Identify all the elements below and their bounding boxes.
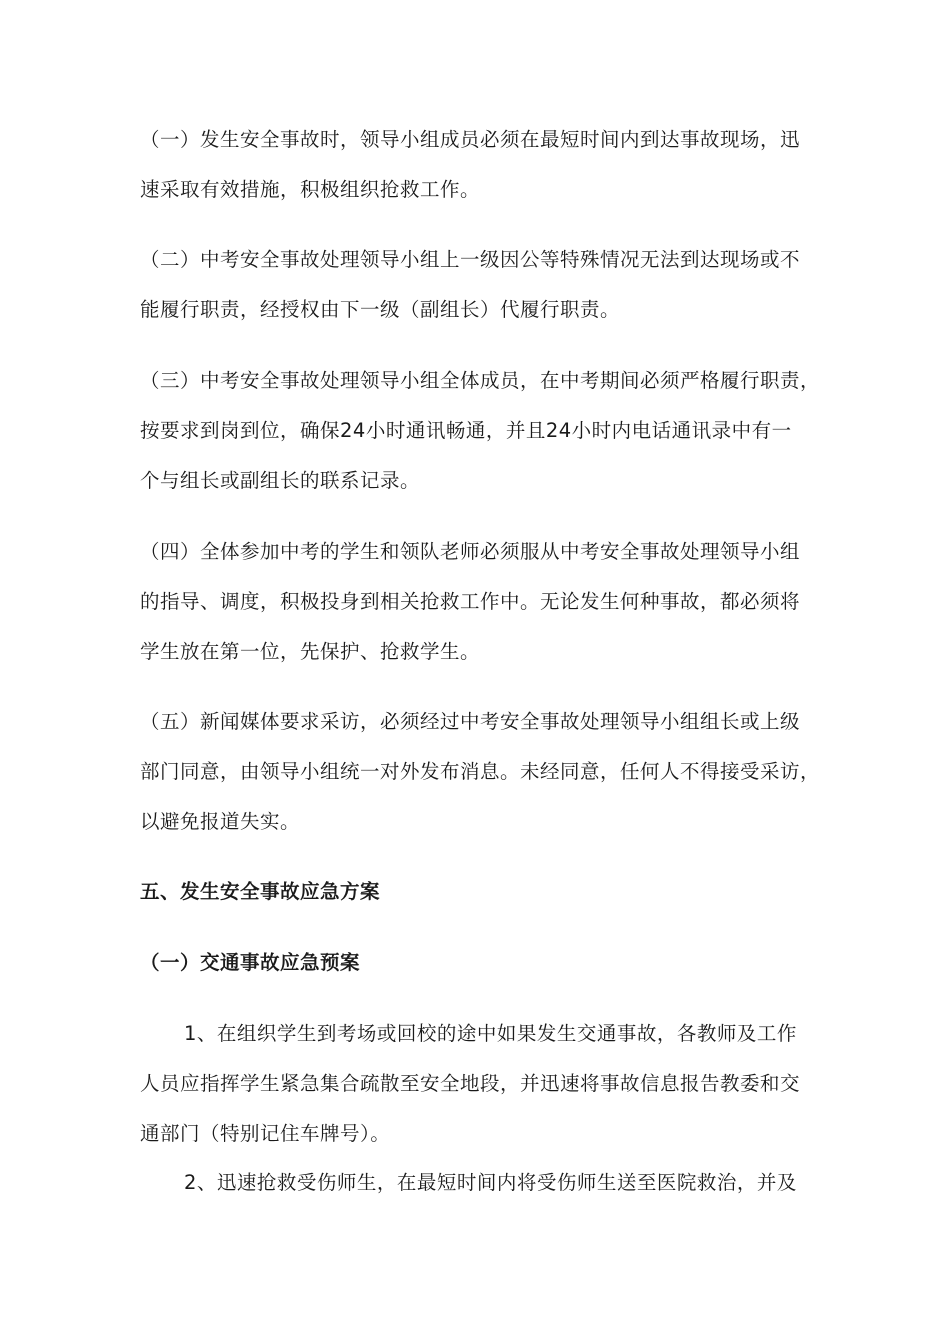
text-line: （四）全体参加中考的学生和领队老师必须服从中考安全事故处理领导小组 [140, 540, 801, 563]
text-line: 速采取有效措施，积极组织抢救工作。 [140, 178, 481, 201]
text-line: 按要求到岗到位，确保24小时通讯畅通，并且24小时内电话通讯录中有一 [140, 419, 792, 442]
text-line: 人员应指挥学生紧急集合疏散至安全地段，并迅速将事故信息报告教委和交 [140, 1072, 801, 1095]
text-line: 部门同意，由领导小组统一对外发布消息。未经同意，任何人不得接受采访， [140, 760, 821, 783]
text-line: 1、在组织学生到考场或回校的途中如果发生交通事故，各教师及工作 [184, 1022, 797, 1045]
text-line: 个与组长或副组长的联系记录。 [140, 469, 421, 492]
text-line: 学生放在第一位，先保护、抢救学生。 [140, 640, 481, 663]
text-line: （二）中考安全事故处理领导小组上一级因公等特殊情况无法到达现场或不 [140, 248, 801, 271]
text-line: （一）发生安全事故时，领导小组成员必须在最短时间内到达事故现场，迅 [140, 128, 801, 151]
text-line: （三）中考安全事故处理领导小组全体成员，在中考期间必须严格履行职责， [140, 369, 821, 392]
text-line: 以避免报道失实。 [140, 810, 301, 833]
text-line: 的指导、调度，积极投身到相关抢救工作中。无论发生何种事故，都必须将 [140, 590, 801, 613]
text-line: 2、迅速抢救受伤师生，在最短时间内将受伤师生送至医院救治，并及 [184, 1171, 797, 1194]
text-line: 通部门（特别记住车牌号）。 [140, 1122, 391, 1145]
text-line: （五）新闻媒体要求采访，必须经过中考安全事故处理领导小组组长或上级 [140, 710, 801, 733]
section-heading: 五、发生安全事故应急方案 [140, 880, 381, 903]
text-line: 能履行职责，经授权由下一级（副组长）代履行职责。 [140, 298, 621, 321]
subsection-heading: （一）交通事故应急预案 [140, 951, 361, 974]
